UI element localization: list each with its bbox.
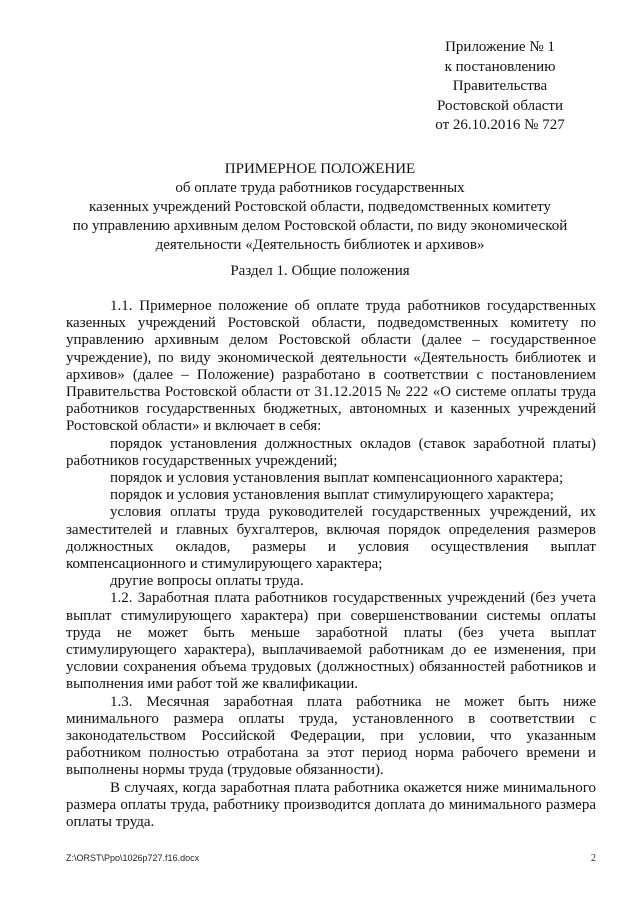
paragraph-1-1: 1.1. Примерное положение об оплате труда работников государственных казенных учреждений Ростовской области, подведомственных комитету по управлению архивным делом Ростовской области (далее – государственное учреждение), по виду экономической деятельности «Деятельность библиотек и архивов» (далее – Положение) разработано в соответствии с постановлением Правительства Ростовской области от 31.12.2015 № 222 «О системе оплаты труда работников государственных бюджетных, автономных и казенных учреждений Ростовской области» и включает в себя: (66, 298, 596, 435)
paragraph-1-2: 1.2. Заработная плата работников государственных учреждений (без учета выплат стимулирующего характера) при совершенствовании системы оплаты труда не может быть меньше заработной платы (без учета выплат стимулирующего характера), выплачиваемой работникам до ее изменения, при условии сохранения объема трудовых (должностных) обязанностей работников и выполнения ими работ той же квалификации. (66, 590, 596, 693)
list-item: другие вопросы оплаты труда. (110, 573, 304, 590)
annex-block (420, 38, 580, 136)
document-title (60, 160, 580, 255)
section-heading: Раздел 1. Общие положения (230, 263, 410, 279)
annex-line: Ростовской области (437, 97, 563, 114)
paragraph-1-3: 1.3. Месячная заработная плата работника не может быть ниже минимального размера оплаты труда, установленного в соответствии с законодательством Российской Федерации, при условии, что указанным работником полностью отработана за этот период норма рабочего времени и выполнены нормы труда (трудовые обязанности). (66, 693, 596, 779)
title-line: по управлению архивным делом Ростовской области, по виду экономической (72, 218, 568, 234)
list-item: порядок установления должностных окладов (ставок заработной платы) работников государственных учреждений; (66, 435, 596, 469)
list-item: порядок и условия установления выплат компенсационного характера; (110, 470, 564, 487)
paragraph-1-3-continued: В случаях, когда заработная плата работника окажется ниже минимального размера оплаты труда, работнику производится доплата до минимального размера оплаты труда. (66, 779, 596, 831)
annex-line: Приложение № 1 (445, 39, 555, 55)
title-line: об оплате труда работников государственных (175, 180, 465, 196)
title-heading: ПРИМЕРНОЕ ПОЛОЖЕНИЕ (224, 161, 416, 177)
page-number: 2 (591, 853, 596, 864)
annex-line: Правительства (452, 78, 548, 94)
document-body (66, 298, 596, 831)
list-item: условия оплаты труда руководителей государственных учреждений, их заместителей и главных бухгалтеров, включая порядок определения размеров должностных окладов, размеры и условия осуществления выплат компенсационного и стимулирующего характера; (66, 504, 596, 573)
annex-line: к постановлению (444, 58, 556, 75)
footer-file-path: Z:\ORST\Ppo\1026p727.f16.docx (66, 853, 200, 863)
title-line: деятельности «Деятельность библиотек и архивов» (155, 237, 485, 253)
title-line: казенных учреждений Ростовской области, подведомственных комитету (89, 199, 551, 215)
list-item: порядок и условия установления выплат стимулирующего характера; (110, 487, 554, 504)
annex-line: от 26.10.2016 № 727 (435, 117, 565, 133)
